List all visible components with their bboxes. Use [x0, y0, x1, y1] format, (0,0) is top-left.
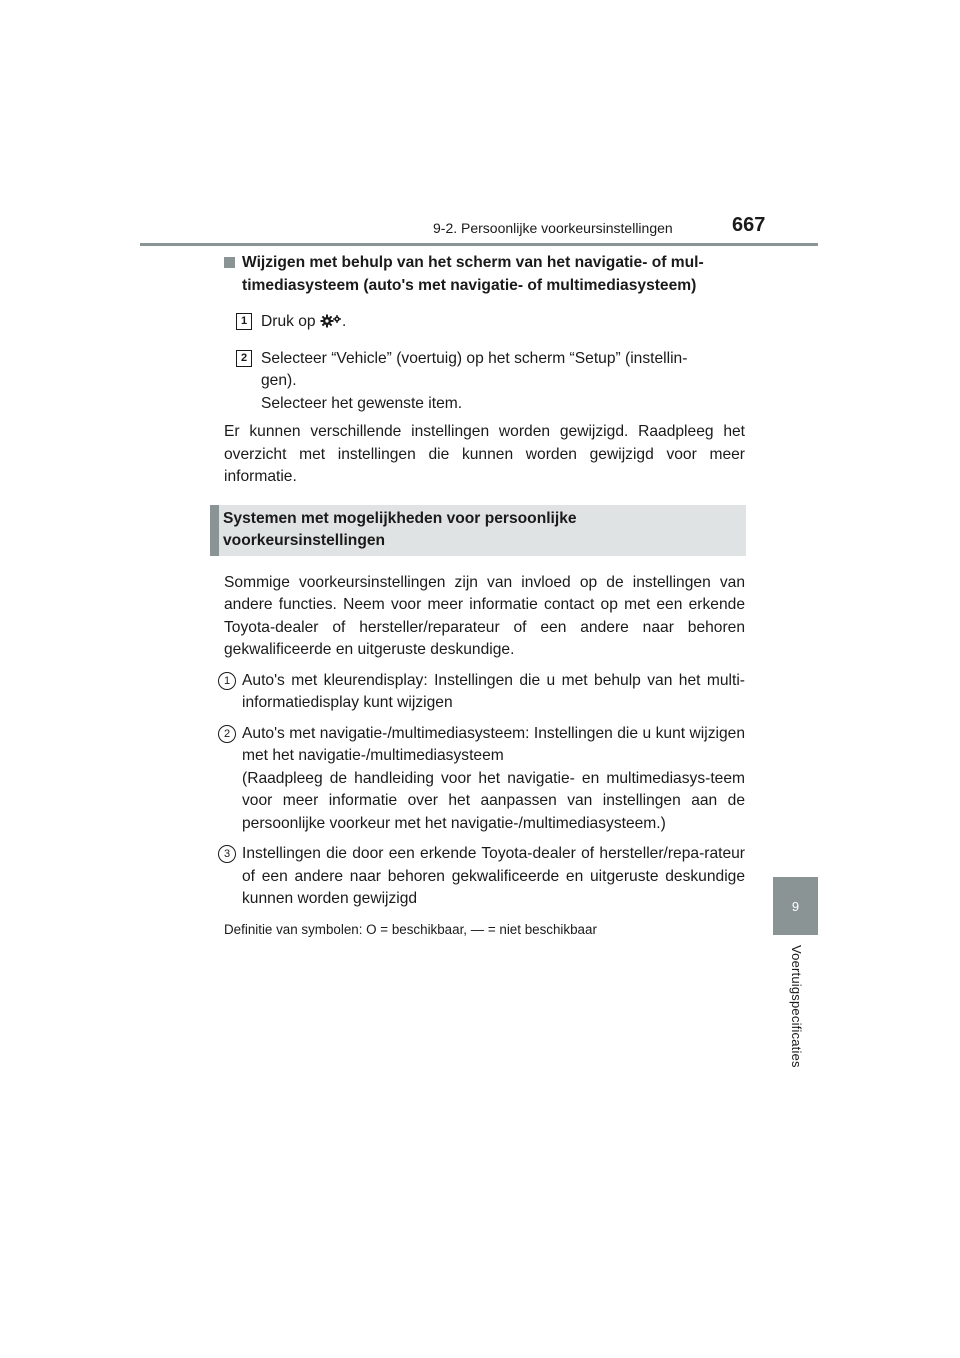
step-1 — [224, 311, 745, 334]
running-header-section: 9-2. Persoonlijke voorkeursinstellingen — [433, 220, 673, 236]
numbered-item-3 — [224, 843, 745, 911]
symbol-definition-footnote: Definitie van symbolen: O = beschikbaar, — = niet beschikbaar — [224, 921, 597, 937]
circled-number: 2 — [218, 725, 236, 743]
step-1-text — [261, 313, 346, 330]
numbered-item-2 — [224, 723, 745, 836]
circled-number: 3 — [218, 845, 236, 863]
subheading-line-2: timediasysteem (auto's met navigatie- of multimediasysteem) — [242, 276, 697, 294]
chapter-tab — [773, 877, 818, 935]
subheading-line-1: Wijzigen met behulp van het scherm van het navigatie- of mul- — [242, 254, 704, 271]
chapter-tab-label: Voertuigspecificaties — [789, 945, 804, 1068]
chapter-tab-number: 9 — [791, 898, 800, 914]
numbered-item-1-text: Auto's met kleurendisplay: Instellingen die u met behulp van het multi-informatiedisplay kunt wijzigen — [242, 671, 745, 711]
numbered-item-1 — [224, 670, 745, 715]
circled-number: 1 — [218, 672, 236, 690]
section-heading-line-1: Systemen met mogelijkheden voor persoonlijke — [223, 509, 577, 527]
page-content — [224, 252, 745, 939]
section-heading-line-2: voorkeursinstellingen — [223, 531, 386, 549]
subheading — [224, 252, 745, 297]
numbered-item-3-text: Instellingen die door een erkende Toyota-dealer of hersteller/repa-rateur of een andere naar behoren gekwalificeerde en uitgeruste deskundige kunnen worden gewijzigd — [242, 845, 745, 907]
section-paragraph: Sommige voorkeursinstellingen zijn van invloed op de instellingen van andere functies. Neem voor meer informatie contact op met een erkende Toyota-dealer of hersteller/reparateur of een andere naar behoren gekwalificeerde en uitgeruste deskundige. — [224, 573, 745, 658]
page-number: 667 — [732, 214, 766, 236]
square-bullet-icon — [224, 257, 235, 268]
step-number-badge: 1 — [236, 313, 252, 330]
section-heading — [210, 505, 746, 556]
step-1-text-after: . — [341, 313, 347, 330]
step-2 — [224, 348, 745, 416]
step-number-badge: 2 — [236, 350, 252, 367]
step-2-line-2: gen). — [261, 372, 297, 389]
gear-settings-icon — [320, 314, 342, 328]
step-1-text-before: Druk op — [261, 313, 320, 330]
numbered-item-2-text: Auto's met navigatie-/multimediasysteem: Instellingen die u kunt wijzigen met het navigatie-/multimediasysteem — [242, 724, 745, 764]
numbered-item-2-note: (Raadpleeg de handleiding voor het navigatie- en multimediasys-teem voor meer informatie over het aanpassen van instellingen aan de persoonlijke voorkeur met het navigatie-/multimediasysteem.) — [242, 769, 745, 832]
intro-paragraph: Er kunnen verschillende instellingen worden gewijzigd. Raadpleeg het overzicht met instellingen die kunnen worden gewijzigd voor meer informatie. — [224, 423, 745, 485]
step-2-line-3: Selecteer het gewenste item. — [261, 394, 463, 412]
header-divider — [140, 243, 818, 246]
step-2-line-1: Selecteer “Vehicle” (voertuig) op het scherm “Setup” (instellin- — [261, 349, 688, 367]
